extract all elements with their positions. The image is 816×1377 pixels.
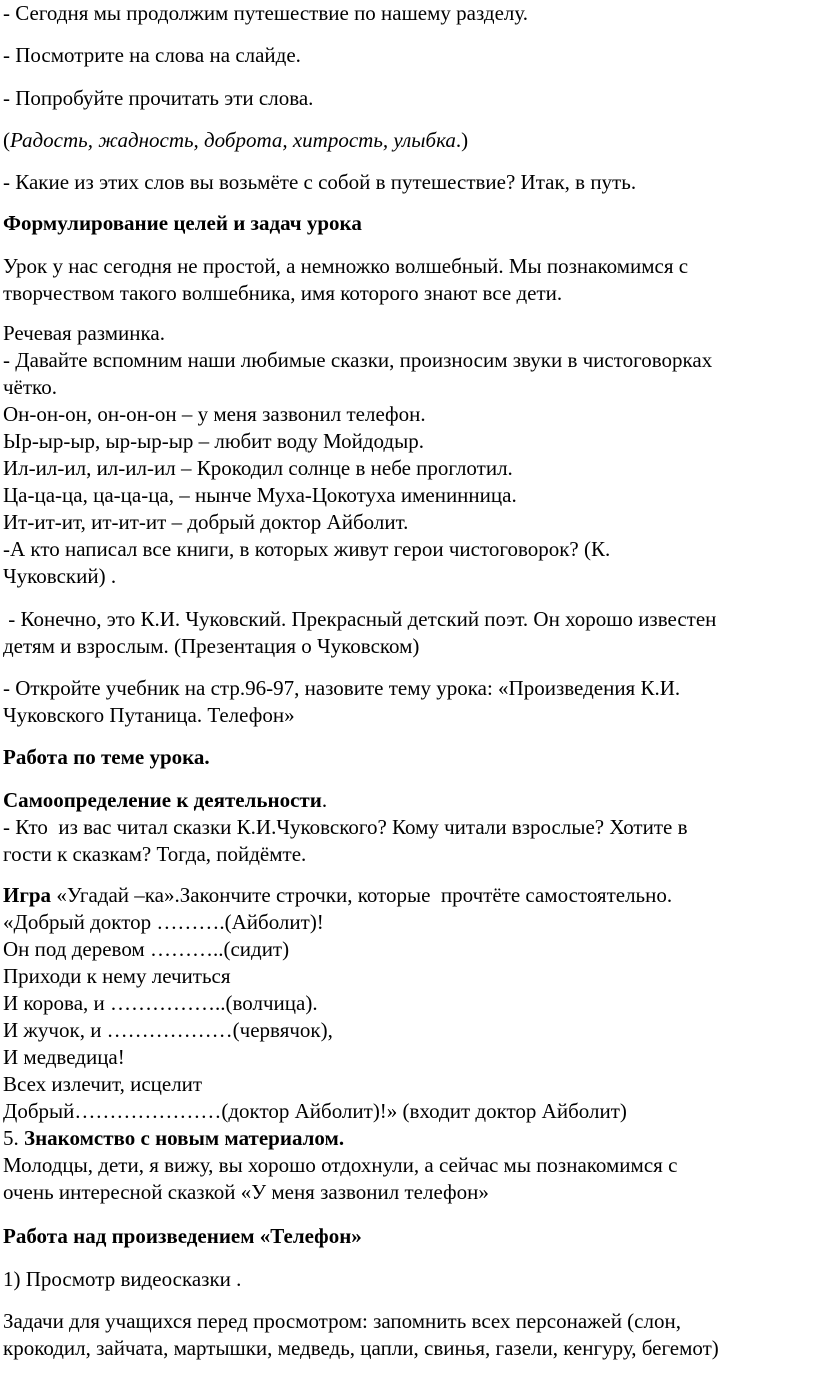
- text-line: Добрый…………………(доктор Айболит)!» (входит доктор Айболит): [3, 1099, 627, 1123]
- section-number: 5.: [3, 1126, 24, 1150]
- text-line: [3, 787, 813, 814]
- text-line: [3, 127, 813, 154]
- text-line: очень интересной сказкой «У меня зазвонил телефон»: [3, 1180, 489, 1204]
- text-line: [3, 1125, 813, 1152]
- text-line: - Кто из вас читал сказки К.И.Чуковского? Кому читали взрослые? Хотите в: [3, 815, 688, 839]
- task-paragraph: [3, 1308, 813, 1362]
- text-line: И корова, и ……………..(волчица).: [3, 991, 318, 1015]
- intro-paragraph-3: [3, 85, 813, 112]
- open-paren: (: [3, 128, 10, 152]
- text-line: Урок у нас сегодня не простой, а немножко волшебный. Мы познакомимся с: [3, 254, 689, 278]
- text-line: [3, 882, 813, 909]
- text-line: Ит-ит-ит, ит-ит-ит – добрый доктор Айболит.: [3, 510, 409, 534]
- text-line: - Какие из этих слов вы возьмёте с собой в путешествие? Итак, в путь.: [3, 170, 637, 194]
- text-line: И жучок, и ………………(червячок),: [3, 1018, 333, 1042]
- text-line: крокодил, зайчата, мартышки, медведь, цапли, свинья, газели, кенгуру, бегемот): [3, 1336, 719, 1360]
- text-line: «Добрый доктор ……….(Айболит)!: [3, 910, 324, 934]
- section-heading: Работа над произведением «Телефон»: [3, 1224, 362, 1248]
- text-line: - Попробуйте прочитать эти слова.: [3, 86, 314, 110]
- text-line: Ил-ил-ил, ил-ил-ил – Крокодил солнце в небе проглотил.: [3, 456, 513, 480]
- text-line: творчеством такого волшебника, имя которого знают все дети.: [3, 281, 563, 305]
- text-line: - Конечно, это К.И. Чуковский. Прекрасный детский поэт. Он хорошо известен: [3, 607, 717, 631]
- game-intro: «Угадай –ка».Закончите строчки, которые прочтёте самостоятельно.: [51, 883, 673, 907]
- text-line: чётко.: [3, 375, 57, 399]
- text-line: - Давайте вспомним наши любимые сказки, произносим звуки в чистоговорках: [3, 348, 713, 372]
- text-line: Всех излечит, исцелит: [3, 1072, 203, 1096]
- game-label: Игра: [3, 883, 52, 907]
- text-line: Речевая разминка.: [3, 321, 165, 345]
- text-line: Молодцы, дети, я вижу, вы хорошо отдохнули, а сейчас мы познакомимся с: [3, 1153, 678, 1177]
- poet-paragraph: [3, 606, 813, 660]
- text-line: - Откройте учебник на стр.96-97, назовите тему урока: «Произведения К.И.: [3, 676, 681, 700]
- text-line: Он под деревом ………..(сидит): [3, 937, 290, 961]
- section-heading: Работа по теме урока.: [3, 745, 210, 769]
- words-list: [3, 127, 813, 154]
- work-heading: [3, 744, 813, 771]
- text-line: Ца-ца-ца, ца-ца-ца, – нынче Муха-Цокотуха именинница.: [3, 483, 517, 507]
- textbook-paragraph: [3, 675, 813, 729]
- text-line: - Посмотрите на слова на слайде.: [3, 43, 301, 67]
- text-line: Чуковский) .: [3, 564, 117, 588]
- intro-paragraph-1: [3, 0, 813, 27]
- section-heading: Знакомство с новым материалом.: [24, 1126, 345, 1150]
- self-determination-paragraph: [3, 787, 813, 868]
- close-paren: .): [455, 128, 469, 152]
- heading-period: .: [321, 788, 328, 812]
- game-paragraph: [3, 882, 813, 1206]
- text-line: детям и взрослым. (Презентация о Чуковском): [3, 634, 420, 658]
- text-line: 1) Просмотр видеосказки .: [3, 1267, 242, 1291]
- goals-paragraph: [3, 253, 813, 307]
- text-line: Чуковского Путаница. Телефон»: [3, 703, 295, 727]
- words-italic: Радость, жадность, доброта, хитрость, улыбка: [10, 128, 456, 152]
- text-line: Он-он-он, он-он-он – у меня зазвонил телефон.: [3, 402, 426, 426]
- intro-paragraph-5: [3, 169, 813, 196]
- text-line: Приходи к нему лечиться: [3, 964, 231, 988]
- video-step: [3, 1266, 813, 1293]
- warmup-paragraph: [3, 320, 813, 590]
- text-line: Задачи для учащихся перед просмотром: запомнить всех персонажей (слон,: [3, 1309, 681, 1333]
- goals-heading: [3, 210, 813, 237]
- section-heading: Формулирование целей и задач урока: [3, 211, 362, 235]
- text-line: -А кто написал все книги, в которых живут герои чистоговорок? (К.: [3, 537, 611, 561]
- telephone-heading: [3, 1223, 813, 1250]
- intro-paragraph-2: [3, 42, 813, 69]
- text-line: гости к сказкам? Тогда, пойдёмте.: [3, 842, 307, 866]
- section-heading: Самоопределение к деятельности: [3, 788, 322, 812]
- text-line: - Сегодня мы продолжим путешествие по нашему разделу.: [3, 1, 529, 25]
- text-line: Ыр-ыр-ыр, ыр-ыр-ыр – любит воду Мойдодыр.: [3, 429, 424, 453]
- text-line: И медведица!: [3, 1045, 125, 1069]
